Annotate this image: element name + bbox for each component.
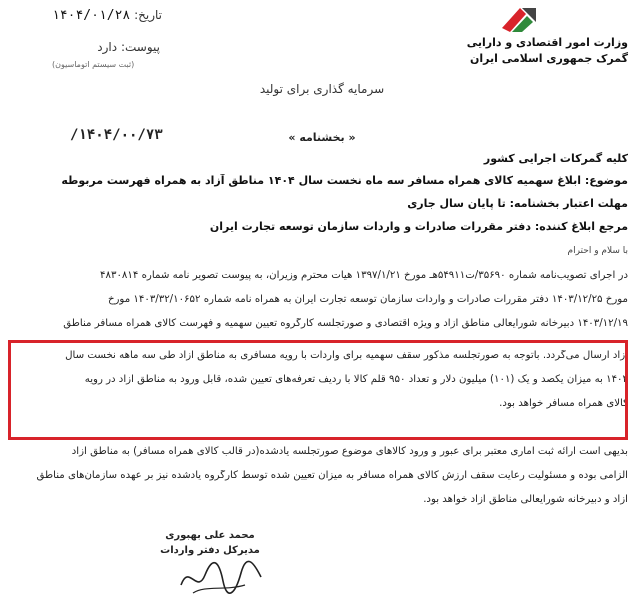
body-line: آزاد و دبیرخانه شورایعالی مناطق آزاد خواهد بود. [423,494,628,505]
body-line: کالای همراه مسافر خواهد بود. [499,398,628,409]
circular-number: /۱۴۰۴/۰۰/۷۳ [70,127,163,143]
signatory-title: مدیرکل دفتر واردات [160,545,260,556]
addressee: کلیه گمرکات اجرایی کشور [483,152,628,165]
body-line: ۱۴۰۳/۱۲/۱۹ دبیرخانه شورایعالی مناطق آزاد و ویژه اقتصادی و صورتجلسه کارگروه تعیین سهمیه و فهرست کالای همراه مسافر مناطق [63,318,628,329]
body-line: مورخ ۱۴۰۳/۱۲/۲۵ دفتر مقررات صادرات و واردات سازمان توسعه تجارت ایران به همراه نامه شماره ۱۴۰۳/۳۲/۱۰۶۵۲ مورخ [107,294,628,305]
attachment-value: دارد [97,40,118,54]
date-value: ۱۴۰۴/۰۱/۲۸ [51,8,131,23]
customs-logo-icon [500,4,538,34]
authority-line: مرجع ابلاغ کننده: دفتر مقررات صادرات و واردات سازمان توسعه تجارت ایران [209,220,628,233]
body-line: ۱۴۰۴ به میزان یکصد و یک (۱۰۱) میلیون دلار و تعداد ۹۵۰ قلم کالا با ردیف تعرفه‌های تعیین شده، قابل ورود به مناطق آزاد در رویه [84,374,628,385]
circular-title: « بخشنامه » [288,131,356,144]
signatory-name: محمد علی بهبوری [165,530,255,541]
body-line: بدیهی است ارائه ثبت آماری معتبر برای عبور و ورود کالاهای موضوع صورتجلسه یادشده(در قالب کالای همراه مسافر) به مناطق آزاد [71,446,628,457]
subject-line: موضوع: ابلاغ سهمیه کالای همراه مسافر سه ماه نخست سال ۱۴۰۴ مناطق آزاد به همراه فهرست مربوطه [61,174,628,187]
date-label: تاریخ: [134,8,162,22]
body-line: الزامی بوده و مسئولیت رعایت سقف ارزش کالای همراه مسافر به میزان تعیین شده توسط کارگروه یادشده نیز بر عهده سازمان‌های مناطق [36,470,628,481]
date-line [12,8,162,23]
validity-line: مهلت اعتبار بخشنامه: تا پایان سال جاری [407,197,628,210]
attachment-note: (ثبت سیستم اتوماسیون) [52,60,135,69]
attachment-label: پیوست: [120,40,160,54]
highlight-box [8,340,628,440]
body-line: در اجرای تصویب‌نامه شماره ۳۵۶۹۰/ت۵۴۹۱۱هـ مورخ ۱۳۹۷/۱/۲۱ هیأت محترم وزیران، به پیوست تصویر نامه شماره ۴۸۳۰۸۱۴ [100,270,628,281]
org-customs: گمرک جمهوری اسلامی ایران [469,52,628,65]
greeting: با سلام و احترام [567,246,628,256]
handwritten-signature-icon [175,555,265,599]
org-ministry: وزارت امور اقتصادی و دارایی [466,36,628,49]
attachment-line [50,40,160,54]
body-line: آزاد ارسال می‌گردد. باتوجه به صورتجلسه مذکور سقف سهمیه برای واردات با رویه مسافری به مناطق آزاد طی سه ماهه نخست سال [65,350,628,361]
slogan: سرمایه گذاری برای تولید [259,82,385,96]
